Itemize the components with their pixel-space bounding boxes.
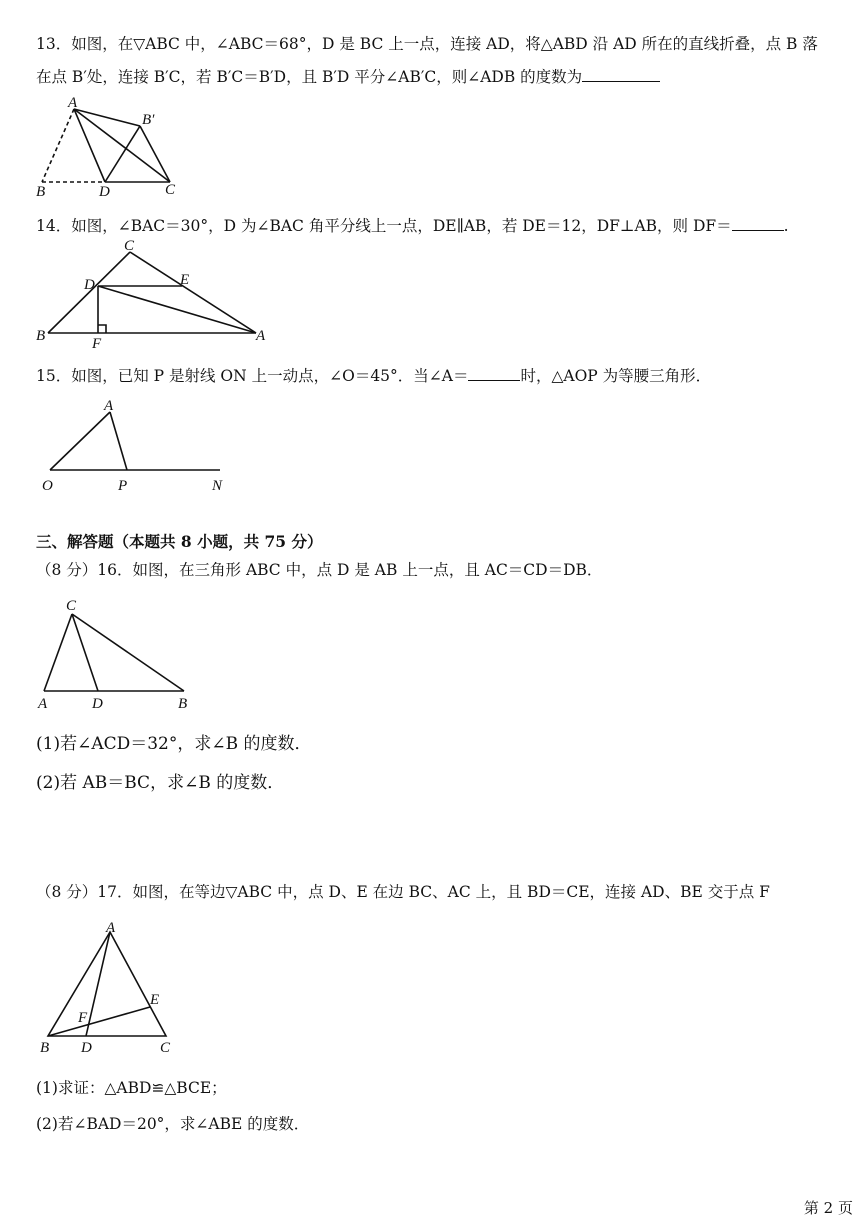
q17-part2: (2)若∠BAD＝20°，求∠ABE 的度数． bbox=[36, 1115, 310, 1133]
q15-answer-blank bbox=[468, 366, 520, 381]
q13-edge-ac bbox=[74, 109, 170, 182]
q17-line1: （8 分）17．如图，在等边▽ABC 中，点 D、E 在边 BC、AC 上，且 BD＝CE，连接 AD、BE 交于点 F bbox=[36, 883, 770, 901]
q17-label-e: E bbox=[150, 992, 160, 1008]
q17-label-d: D bbox=[81, 1040, 92, 1056]
q14-label-c: C bbox=[124, 238, 135, 254]
q16-line1: （8 分）16．如图，在三角形 ABC 中，点 D 是 AB 上一点，且 AC＝CD＝DB． bbox=[36, 561, 603, 579]
q14-edge-da bbox=[98, 286, 256, 333]
q17-label-b: B bbox=[40, 1040, 50, 1056]
q16-part1: (1)若∠ACD＝32°，求∠B 的度数． bbox=[36, 734, 312, 754]
q13-label-b: B bbox=[36, 184, 46, 200]
q15-edge-ap bbox=[110, 412, 127, 470]
q16-label-d: D bbox=[92, 696, 103, 712]
q16-label-a: A bbox=[38, 696, 48, 712]
page-number: 第 2 页 bbox=[803, 1199, 853, 1217]
q13-edge-ab bbox=[42, 109, 74, 182]
q13-label-c: C bbox=[165, 182, 176, 198]
q15-label-o: O bbox=[42, 478, 53, 494]
q17-label-a: A bbox=[106, 920, 116, 936]
q16-edge-cd bbox=[72, 614, 98, 691]
q13-label-d: D bbox=[99, 184, 110, 200]
q14-right-angle-mark bbox=[98, 325, 106, 333]
q15-edge-oa bbox=[50, 412, 110, 470]
q15-line1 bbox=[36, 366, 711, 386]
q16-figure bbox=[34, 594, 204, 714]
q14-line1-text: 14．如图，∠BAC＝30°，D 为∠BAC 角平分线上一点，DE∥AB，若 DE＝12，DF⊥AB，则 DF＝ bbox=[36, 217, 732, 235]
q13-edge-b2d bbox=[105, 126, 140, 182]
q13-edge-b2c bbox=[140, 126, 170, 182]
q16-label-c: C bbox=[66, 598, 77, 614]
q13-answer-blank bbox=[582, 67, 660, 82]
q16-label-b: B bbox=[178, 696, 188, 712]
section3-title: 三、解答题（本题共 8 小题，共 75 分） bbox=[36, 532, 323, 551]
q13-line1: 13．如图，在▽ABC 中，∠ABC＝68°，D 是 BC 上一点，连接 AD，将△ABD 沿 AD 所在的直线折叠，点 B 落 bbox=[36, 35, 818, 53]
q16-edge-cb bbox=[72, 614, 184, 691]
q17-edge-ad bbox=[86, 932, 110, 1036]
q14-label-b: B bbox=[36, 328, 46, 344]
q16-edge-ac bbox=[44, 614, 72, 691]
q13-line2-text: 在点 B′处，连接 B′C，若 B′C＝B′D，且 B′D 平分∠AB′C，则∠ADB 的度数为 bbox=[36, 68, 583, 86]
q14-figure bbox=[34, 240, 274, 350]
q14-label-a: A bbox=[256, 328, 266, 344]
q14-label-d: D bbox=[84, 277, 95, 293]
q14-edge-ca bbox=[130, 252, 256, 333]
q17-part1: (1)求证：△ABD≌△BCE； bbox=[36, 1079, 227, 1097]
q14-line1: 14．如图，∠BAC＝30°，D 为∠BAC 角平分线上一点，DE∥AB，若 DE＝12，DF⊥AB，则 DF＝ . bbox=[36, 217, 789, 235]
q15-label-a: A bbox=[104, 398, 114, 414]
q15-label-n: N bbox=[212, 478, 223, 494]
q13-figure bbox=[30, 96, 210, 206]
q17-label-c: C bbox=[160, 1040, 171, 1056]
q14-label-f: F bbox=[92, 336, 102, 352]
q13-label-b2: B′ bbox=[142, 112, 155, 128]
q15-label-p: P bbox=[118, 478, 128, 494]
q15-line1-tail: 时，△AOP 为等腰三角形． bbox=[520, 367, 712, 385]
q14-answer-blank bbox=[732, 216, 784, 231]
q15-line1-text: 15．如图，已知 P 是射线 ON 上一动点，∠O＝45°．当∠A＝ bbox=[36, 367, 469, 385]
q17-label-f: F bbox=[78, 1010, 88, 1026]
q16-part2: (2)若 AB＝BC，求∠B 的度数． bbox=[36, 773, 285, 793]
q13-label-a: A bbox=[68, 95, 78, 111]
q14-label-e: E bbox=[180, 272, 190, 288]
q15-figure bbox=[38, 396, 238, 496]
q17-figure bbox=[34, 918, 194, 1068]
q13-line2 bbox=[36, 67, 660, 87]
